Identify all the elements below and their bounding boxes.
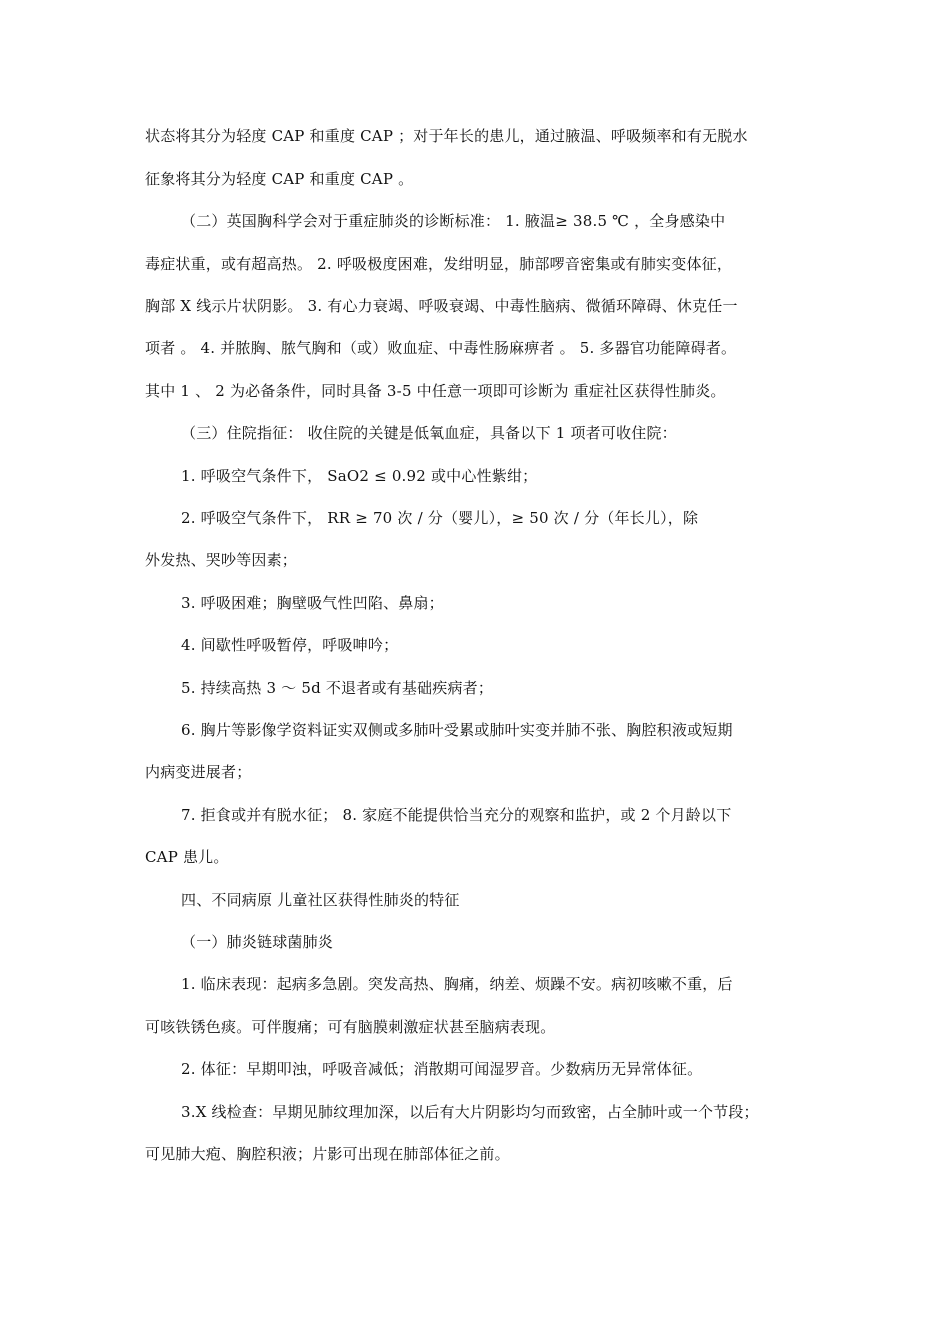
text-line: 胸部 X 线示片状阴影。 3. 有心力衰竭、呼吸衰竭、中毒性脑病、微循环障碍、休克任一 bbox=[145, 297, 738, 315]
text-line: 4. 间歇性呼吸暂停，呼吸呻吟； bbox=[181, 636, 399, 654]
section-heading: 四、不同病原 儿童社区获得性肺炎的特征 bbox=[181, 891, 460, 909]
text-line: 可咳铁锈色痰。可伴腹痛；可有脑膜刺激症状甚至脑病表现。 bbox=[145, 1018, 556, 1036]
text-line: 3. 呼吸困难；胸壁吸气性凹陷、鼻扇； bbox=[181, 594, 444, 612]
text-line: 1. 呼吸空气条件下， SaO2 ≤ 0.92 或中心性紫绀； bbox=[181, 467, 538, 485]
text-line: CAP 患儿。 bbox=[145, 848, 229, 866]
subsection-heading: （一）肺炎链球菌肺炎 bbox=[181, 933, 334, 951]
text-line: 内病变进展者； bbox=[145, 763, 252, 781]
text-line: （三）住院指征： 收住院的关键是低氧血症，具备以下 1 项者可收住院： bbox=[181, 424, 677, 442]
text-line: 6. 胸片等影像学资料证实双侧或多肺叶受累或肺叶实变并肺不张、胸腔积液或短期 bbox=[181, 721, 733, 739]
text-line: 2. 体征：早期叩浊，呼吸音减低；消散期可闻湿罗音。少数病历无异常体征。 bbox=[181, 1060, 703, 1078]
text-line: 毒症状重，或有超高热。 2. 呼吸极度困难，发绀明显，肺部啰音密集或有肺实变体征， bbox=[145, 255, 733, 273]
text-line: 外发热、哭吵等因素； bbox=[145, 551, 298, 569]
text-line: 征象将其分为轻度 CAP 和重度 CAP 。 bbox=[145, 170, 414, 188]
text-line: 3.X 线检查：早期见肺纹理加深，以后有大片阴影均匀而致密，占全肺叶或一个节段； bbox=[181, 1103, 759, 1121]
text-line: 1. 临床表现：起病多急剧。突发高热、胸痛，纳差、烦躁不安。病初咳嗽不重，后 bbox=[181, 975, 733, 993]
text-line: （二）英国胸科学会对于重症肺炎的诊断标准： 1. 腋温≥ 38.5 ℃ ，全身感染中 bbox=[181, 212, 726, 230]
text-line: 5. 持续高热 3 ～ 5d 不退者或有基础疾病者； bbox=[181, 679, 494, 697]
text-line: 可见肺大疱、胸腔积液；片影可出现在肺部体征之前。 bbox=[145, 1145, 510, 1163]
text-line: 7. 拒食或并有脱水征； 8. 家庭不能提供恰当充分的观察和监护，或 2 个月龄以下 bbox=[181, 806, 732, 824]
text-line: 2. 呼吸空气条件下， RR ≥ 70 次 / 分（婴儿），≥ 50 次 / 分（年长儿），除 bbox=[181, 509, 699, 527]
text-line: 状态将其分为轻度 CAP 和重度 CAP ；对于年长的患儿，通过腋温、呼吸频率和有无脱水 bbox=[145, 127, 748, 145]
text-line: 其中 1 、 2 为必备条件，同时具备 3-5 中任意一项即可诊断为 重症社区获得性肺炎。 bbox=[145, 382, 726, 400]
text-line: 项者 。 4. 并脓胸、脓气胸和（或）败血症、中毒性肠麻痹者 。 5. 多器官功能障碍者。 bbox=[145, 339, 737, 357]
